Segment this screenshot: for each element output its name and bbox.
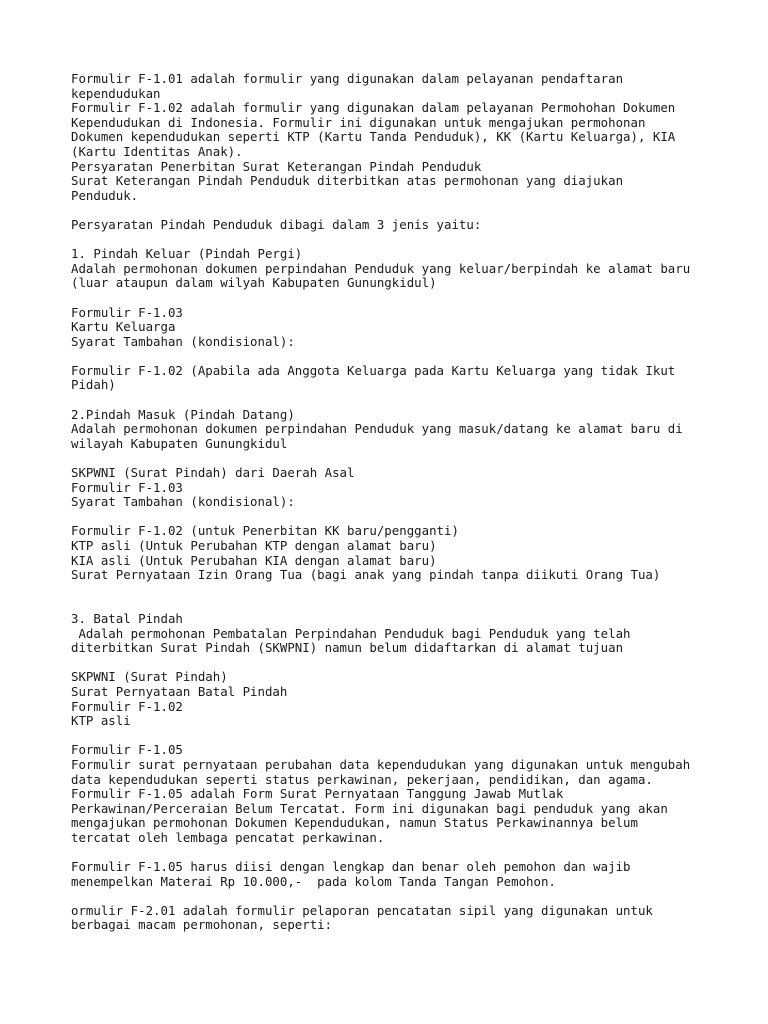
text-line: SKPWNI (Surat Pindah) dari Daerah Asal xyxy=(71,465,355,481)
text-line: Perkawinan/Perceraian Belum Tercatat. Form ini digunakan bagi penduduk yang akan xyxy=(71,800,668,816)
blank-line xyxy=(71,510,721,525)
text-line: Adalah permohonan Pembatalan Perpindahan Penduduk bagi Penduduk yang telah xyxy=(71,625,631,641)
text-line: Penduduk. xyxy=(71,187,139,203)
text-line: wilayah Kabupaten Gunungkidul xyxy=(71,435,288,451)
text-line: Dokumen kependudukan seperti KTP (Kartu Tanda Penduduk), KK (Kartu Keluarga), KIA xyxy=(71,129,676,145)
text-line: tercatat oleh lembaga pencatat perkawinan. xyxy=(71,829,385,845)
text-line: Pidah) xyxy=(71,377,116,393)
text-line: Formulir F-1.03 xyxy=(71,304,183,320)
blank-line xyxy=(71,583,721,598)
text-line: Persyaratan Penerbitan Surat Keterangan Pindah Penduduk xyxy=(71,158,482,174)
blank-line xyxy=(71,451,721,466)
section-heading-f105: Formulir F-1.05 xyxy=(71,742,183,758)
section-heading-pindah-masuk: 2.Pindah Masuk (Pindah Datang) xyxy=(71,406,295,422)
text-line: Formulir F-1.05 harus diisi dengan lengkap dan benar oleh pemohon dan wajib xyxy=(71,859,631,875)
text-line: Formulir F-1.01 adalah formulir yang digunakan dalam pelayanan pendaftaran xyxy=(71,71,624,86)
text-line: Formulir F-1.02 (untuk Penerbitan KK baru/pengganti) xyxy=(71,523,459,539)
text-line: mengajukan permohonan Dokumen Kependudukan, namun Status Perkawinannya belum xyxy=(71,815,638,831)
text-line: Surat Keterangan Pindah Penduduk diterbitkan atas permohonan yang diajukan xyxy=(71,173,624,189)
text-line: Formulir F-1.03 xyxy=(71,479,183,495)
blank-line xyxy=(71,291,721,306)
section-heading-pindah-keluar: 1. Pindah Keluar (Pindah Pergi) xyxy=(71,246,303,262)
text-line: Formulir surat pernyataan perubahan data kependudukan yang digunakan untuk mengubah xyxy=(71,756,691,772)
text-line: Formulir F-1.02 (Apabila ada Anggota Keluarga pada Kartu Keluarga yang tidak Ikut xyxy=(71,362,676,378)
text-line: diterbitkan Surat Pindah (SKWPNI) namun belum didaftarkan di alamat tujuan xyxy=(71,640,624,656)
text-line: Persyaratan Pindah Penduduk dibagi dalam 3 jenis yaitu: xyxy=(71,216,482,232)
text-line: Kartu Keluarga xyxy=(71,319,176,335)
text-line: Kependudukan di Indonesia. Formulir ini digunakan untuk mengajukan permohonan xyxy=(71,114,646,130)
document-page xyxy=(71,72,721,933)
blank-line xyxy=(71,393,721,408)
text-line: Formulir F-1.02 xyxy=(71,698,183,714)
blank-line xyxy=(71,889,721,904)
text-line: (Kartu Identitas Anak). xyxy=(71,143,243,159)
text-line: Syarat Tambahan (kondisional): xyxy=(71,494,295,510)
text-line: Surat Pernyataan Izin Orang Tua (bagi anak yang pindah tanpa diikuti Orang Tua) xyxy=(71,567,661,583)
blank-line xyxy=(71,845,721,860)
section-heading-batal-pindah: 3. Batal Pindah xyxy=(71,610,183,626)
text-line: Formulir F-1.05 adalah Form Surat Pernyataan Tanggung Jawab Mutlak xyxy=(71,786,564,802)
blank-line xyxy=(71,656,721,671)
text-line: ormulir F-2.01 adalah formulir pelaporan pencatatan sipil yang digunakan untuk xyxy=(71,902,653,918)
blank-line xyxy=(71,729,721,744)
text-line: KIA asli (Untuk Perubahan KIA dengan alamat baru) xyxy=(71,552,437,568)
text-line: menempelkan Materai Rp 10.000,- pada kolom Tanda Tangan Pemohon. xyxy=(71,873,556,889)
text-line: data kependudukan seperti status perkawinan, pekerjaan, pendidikan, dan agama. xyxy=(71,771,653,787)
text-line: (luar ataupun dalam wilyah Kabupaten Gunungkidul) xyxy=(71,275,437,291)
text-line: Adalah permohonan dokumen perpindahan Penduduk yang masuk/datang ke alamat baru di xyxy=(71,421,683,437)
blank-line xyxy=(71,349,721,364)
text-line: kependudukan xyxy=(71,85,161,101)
text-line: Formulir F-1.02 adalah formulir yang digunakan dalam pelayanan Permohohan Dokumen xyxy=(71,100,676,116)
blank-line xyxy=(71,203,721,218)
text-line: Surat Pernyataan Batal Pindah xyxy=(71,683,288,699)
text-line: SKPWNI (Surat Pindah) xyxy=(71,669,228,685)
text-line: Syarat Tambahan (kondisional): xyxy=(71,333,295,349)
text-line: KTP asli (Untuk Perubahan KTP dengan alamat baru) xyxy=(71,538,437,553)
blank-line xyxy=(71,597,721,612)
text-line: berbagai macam permohonan, seperti: xyxy=(71,917,333,933)
blank-line xyxy=(71,233,721,248)
text-line: KTP asli xyxy=(71,713,131,729)
text-line: Adalah permohonan dokumen perpindahan Penduduk yang keluar/berpindah ke alamat baru xyxy=(71,260,691,276)
